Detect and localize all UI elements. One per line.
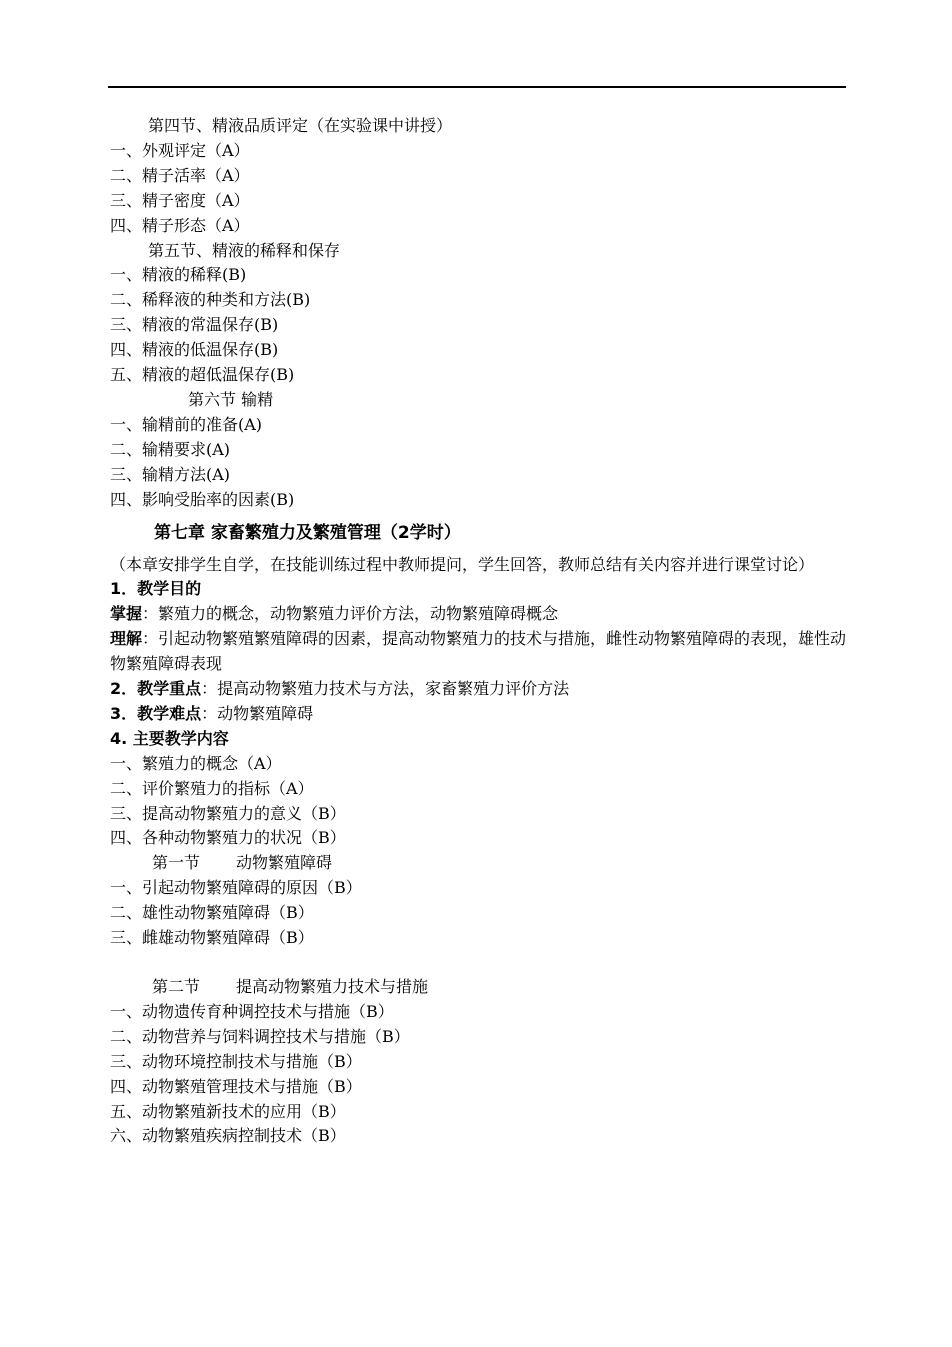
list-item: 三、输精方法(A) bbox=[110, 464, 231, 484]
list-item: 五、精液的超低温保存(B) bbox=[110, 365, 295, 385]
chapter-7-section-1-title bbox=[110, 851, 850, 876]
list-item: 三、提高动物繁殖力的意义（B） bbox=[110, 803, 346, 823]
list-item: 二、雄性动物繁殖障碍（B） bbox=[110, 903, 314, 923]
chapter-7-title: 第七章 家畜繁殖力及繁殖管理（2学时） bbox=[154, 522, 461, 543]
list-item: 一、外观评定（A） bbox=[110, 140, 250, 160]
list-item: 二、稀释液的种类和方法(B) bbox=[110, 290, 311, 310]
list-item: 四、影响受胎率的因素(B) bbox=[110, 489, 295, 509]
list-item: 四、各种动物繁殖力的状况（B） bbox=[110, 828, 346, 848]
master-text: ：繁殖力的概念，动物繁殖力评价方法，动物繁殖障碍概念 bbox=[142, 604, 559, 624]
difficulty-label: 3．教学难点 bbox=[110, 703, 202, 723]
main-content-heading: 4. 主要教学内容 bbox=[110, 728, 229, 748]
section-number: 第一节 bbox=[152, 853, 201, 873]
list-item: 二、输精要求(A) bbox=[110, 439, 231, 459]
list-item: 一、繁殖力的概念（A） bbox=[110, 753, 282, 773]
header-rule bbox=[108, 86, 846, 88]
section-5-title: 第五节、精液的稀释和保存 bbox=[148, 240, 341, 260]
list-item: 一、精液的稀释(B) bbox=[110, 265, 247, 285]
list-item: 二、评价繁殖力的指标（A） bbox=[110, 778, 314, 798]
teaching-goal-heading: 1．教学目的 bbox=[110, 579, 202, 599]
section-title: 动物繁殖障碍 bbox=[236, 853, 333, 873]
list-item: 五、动物繁殖新技术的应用（B） bbox=[110, 1101, 346, 1121]
list-item: 一、动物遗传育种调控技术与措施（B） bbox=[110, 1001, 394, 1021]
list-item: 六、动物繁殖疾病控制技术（B） bbox=[110, 1126, 346, 1146]
master-label: 掌握 bbox=[110, 604, 143, 624]
list-item: 三、精液的常温保存(B) bbox=[110, 315, 279, 335]
list-item: 二、精子活率（A） bbox=[110, 165, 250, 185]
focus-text: ：提高动物繁殖力技术与方法，家畜繁殖力评价方法 bbox=[201, 679, 570, 699]
document-body bbox=[110, 114, 850, 1149]
list-item: 三、雌雄动物繁殖障碍（B） bbox=[110, 928, 314, 948]
understand-label: 理解 bbox=[110, 629, 143, 649]
focus-label: 2．教学重点 bbox=[110, 679, 202, 699]
list-item: 三、精子密度（A） bbox=[110, 190, 250, 210]
section-title: 提高动物繁殖力技术与措施 bbox=[236, 977, 429, 996]
understand-paragraph bbox=[110, 627, 850, 677]
difficulty-paragraph bbox=[110, 702, 850, 727]
master-paragraph bbox=[110, 602, 850, 627]
list-item: 二、动物营养与饲料调控技术与措施（B） bbox=[110, 1026, 410, 1046]
list-item: 四、精子形态（A） bbox=[110, 215, 250, 235]
list-item: 一、输精前的准备(A) bbox=[110, 414, 263, 434]
chapter-7-section-2-title bbox=[110, 975, 850, 1000]
list-item: 四、精液的低温保存(B) bbox=[110, 340, 279, 360]
list-item: 一、引起动物繁殖障碍的原因（B） bbox=[110, 878, 362, 898]
section-4-title: 第四节、精液品质评定（在实验课中讲授） bbox=[148, 116, 453, 135]
section-number: 第二节 bbox=[152, 977, 201, 996]
chapter-note: （本章安排学生自学，在技能训练过程中教师提问，学生回答，教师总结有关内容并进行课堂讨论） bbox=[110, 554, 815, 574]
understand-text: ：引起动物繁殖繁殖障碍的因素，提高动物繁殖力的技术与措施，雌性动物繁殖障碍的表现，雄性动物繁殖障碍表现 bbox=[110, 629, 847, 674]
focus-paragraph bbox=[110, 677, 850, 702]
list-item: 三、动物环境控制技术与措施（B） bbox=[110, 1051, 362, 1071]
blank-line bbox=[110, 951, 850, 975]
list-item: 四、动物繁殖管理技术与措施（B） bbox=[110, 1076, 362, 1096]
section-6-title: 第六节 输精 bbox=[188, 389, 274, 409]
difficulty-text: ：动物繁殖障碍 bbox=[201, 703, 314, 723]
